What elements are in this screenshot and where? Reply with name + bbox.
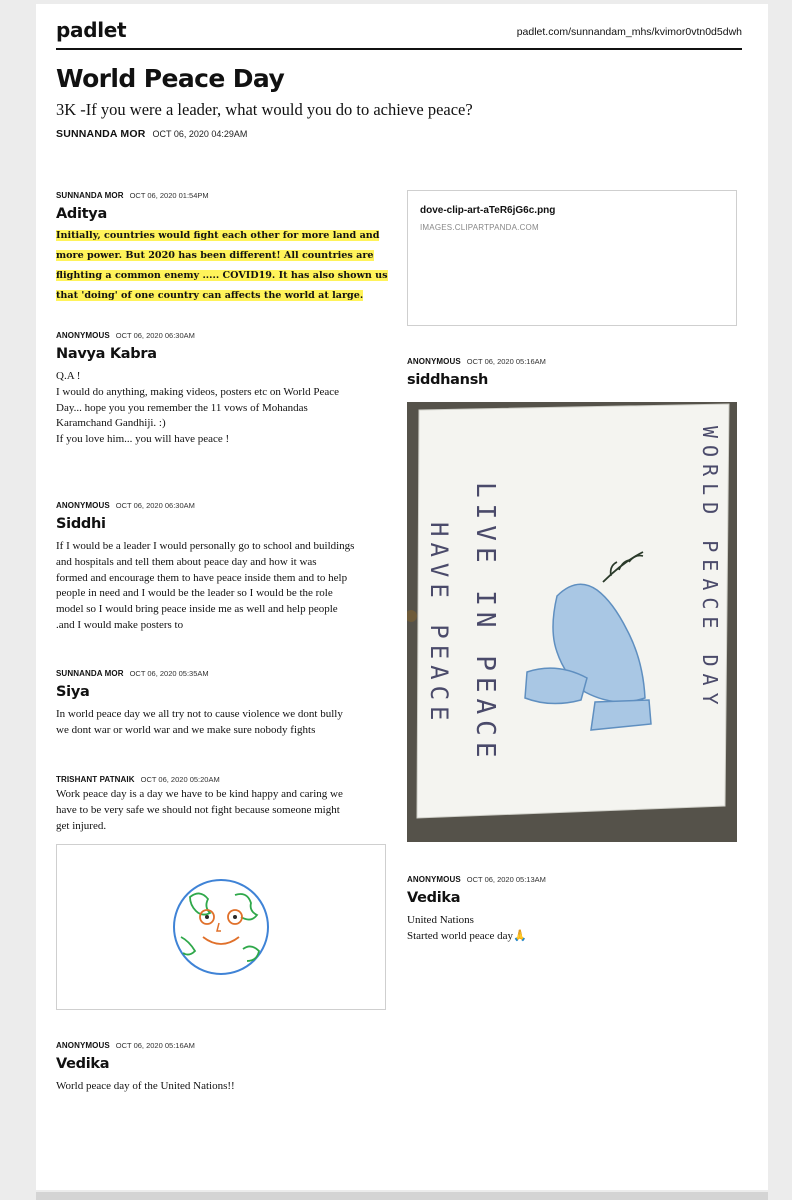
post-title: Siya [56,684,90,700]
post-meta: ANONYMOUS OCT 06, 2020 06:30AM [56,331,195,340]
poster-text-live-in-peace: LIVE IN PEACE [470,482,500,764]
highlighted-text: that 'doing' of one country can affects the world at large. [56,290,364,301]
post-title: Vedika [56,1056,110,1072]
post-body: If I would be a leader I would personally go to school and buildings and hospitals and tell them about peace day and how it was formed and encourage them to have peace inside them and to help people in need and I would be the leader so I would be the role model so I would bring peace inside me as well and help people .and I would make posters to [56,540,355,631]
post-body: United Nations Started world peace day🙏 [407,914,527,942]
board-byline [56,128,247,140]
board-subtitle: 3K -If you were a leader, what would you do to achieve peace? [56,100,473,119]
padlet-board [36,4,768,1190]
post-meta: SUNNANDA MOR OCT 06, 2020 01:54PM [56,191,209,200]
page-bottom-bar [36,1192,768,1200]
highlighted-text: Initially, countries would fight each other for more land and [56,230,380,241]
post-card[interactable] [56,500,396,634]
poster-text-have-peace: HAVE PEACE [425,522,453,727]
board-title: World Peace Day [56,64,285,93]
post-body: In world peace day we all try not to cause violence we dont bully we dont war or world war and we make sure nobody fights [56,708,343,736]
post-body: World peace day of the United Nations!! [56,1080,235,1092]
dove-drawing-icon [407,402,737,842]
post-card[interactable] [407,874,737,945]
poster-text-world-peace-day: WORLD PEACE DAY [698,426,722,712]
header-divider [56,48,742,50]
highlighted-text: more power. But 2020 has been different! All countries are [56,250,374,261]
post-card[interactable] [56,668,396,739]
peace-poster-photo[interactable] [407,402,737,842]
post-title: Aditya [56,206,107,222]
post-card[interactable] [56,330,396,448]
post-meta: ANONYMOUS OCT 06, 2020 05:13AM [407,875,546,884]
post-meta: ANONYMOUS OCT 06, 2020 05:16AM [56,1041,195,1050]
attachment-source: IMAGES.CLIPARTPANDA.COM [420,223,539,232]
post-meta: ANONYMOUS OCT 06, 2020 06:30AM [56,501,195,510]
link-attachment[interactable] [407,190,737,326]
board-date: OCT 06, 2020 04:29AM [152,129,248,139]
post-title: Siddhi [56,516,106,532]
post-body [56,226,396,306]
post-title: Navya Kabra [56,346,157,362]
post-meta: TRISHANT PATNAIK OCT 06, 2020 05:20AM [56,775,220,784]
attachment-filename[interactable]: dove-clip-art-aTeR6jG6c.png [420,205,556,216]
smiling-earth-icon [57,845,385,1009]
post-card[interactable] [56,190,396,306]
padlet-logo[interactable]: padlet [56,18,127,42]
post-card[interactable] [407,356,737,389]
post-body: Work peace day is a day we have to be kind happy and caring we have to be very safe we should not fight because someone might get injured. [56,788,343,832]
post-card[interactable] [56,774,396,834]
highlighted-text: flighting a common enemy ..... COVID19. It has also shown us [56,270,388,281]
post-card[interactable] [56,1040,396,1095]
board-url[interactable]: padlet.com/sunnandam_mhs/kvimor0vtn0d5dwh [516,26,742,38]
post-title: Vedika [407,890,461,906]
board-author: SUNNANDA MOR [56,128,146,140]
post-meta: SUNNANDA MOR OCT 06, 2020 05:35AM [56,669,209,678]
globe-drawing-attachment[interactable] [56,844,386,1010]
post-meta: ANONYMOUS OCT 06, 2020 05:16AM [407,357,546,366]
post-title: siddhansh [407,372,489,388]
post-body: Q.A ! I would do anything, making videos, posters etc on World Peace Day... hope you you remember the 11 vows of Mohandas Karamchand Gandhiji. :) If you love him... you will have peace ! [56,370,340,446]
